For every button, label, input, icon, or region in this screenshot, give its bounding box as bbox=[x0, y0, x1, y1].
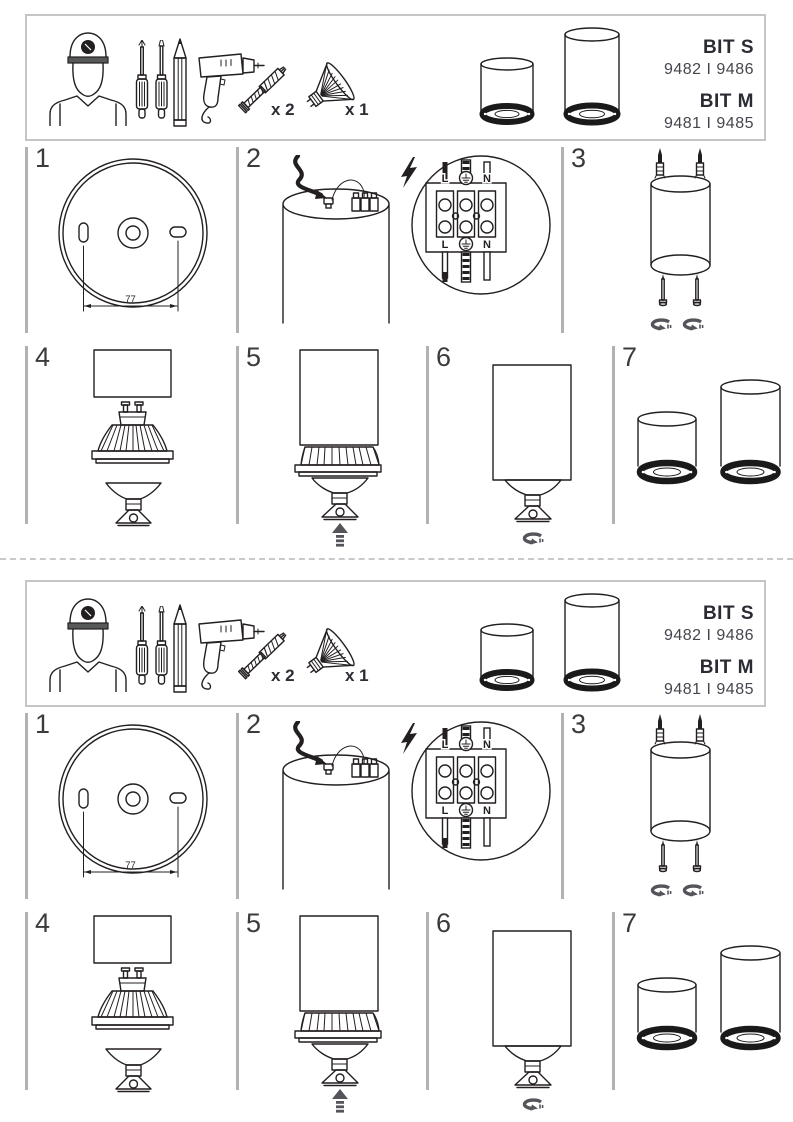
earth-icon bbox=[460, 804, 473, 817]
fixture-body bbox=[493, 931, 571, 1046]
gu10-lamp-illustration bbox=[92, 968, 173, 1029]
pencil-icon bbox=[171, 38, 189, 130]
neutral-label: N bbox=[483, 239, 491, 251]
step-6-cell bbox=[426, 908, 612, 1090]
product-name-bit-m: BIT M bbox=[699, 657, 754, 678]
rotate-icon bbox=[684, 320, 702, 330]
product-info bbox=[664, 604, 754, 698]
flat-screwdriver-icon bbox=[156, 40, 167, 118]
rotate-icon bbox=[524, 1100, 542, 1110]
lock-lamp-illustration bbox=[429, 346, 612, 551]
suction-tool-illustration bbox=[505, 480, 561, 522]
suction-tool-illustration bbox=[312, 478, 368, 520]
mounting-plate-illustration bbox=[48, 153, 218, 323]
wall-anchor-icon bbox=[655, 148, 665, 178]
rotate-icon bbox=[652, 320, 670, 330]
wall-anchor-icon bbox=[695, 148, 705, 178]
mains-cable bbox=[295, 722, 321, 761]
supplies-panel bbox=[25, 14, 766, 141]
fixture-small-finished bbox=[638, 978, 696, 1047]
finished-fixtures-illustration bbox=[615, 912, 793, 1062]
screwdriver-icons bbox=[133, 40, 171, 128]
suction-tool-illustration bbox=[312, 1044, 368, 1086]
fixture-body bbox=[493, 365, 571, 480]
push-up-arrow-icon bbox=[332, 1089, 348, 1113]
installer-icon bbox=[45, 30, 133, 126]
neutral-label: N bbox=[483, 805, 491, 817]
step-2-cell bbox=[236, 143, 561, 333]
step-number: 5 bbox=[246, 908, 262, 938]
product-info bbox=[664, 38, 754, 132]
step-number: 7 bbox=[622, 342, 638, 372]
wall-anchor-icon bbox=[655, 714, 665, 744]
fixture-box bbox=[94, 916, 171, 963]
live-label: L bbox=[441, 739, 449, 751]
wall-anchor-icon bbox=[695, 714, 705, 744]
fixture-small-preview bbox=[479, 622, 535, 692]
step-1-cell bbox=[25, 709, 236, 899]
suction-tool-illustration bbox=[505, 1046, 561, 1088]
neutral-label: N bbox=[483, 173, 491, 185]
gu10-lamp-illustration bbox=[295, 447, 381, 476]
gu10-lamp-illustration bbox=[92, 402, 173, 463]
step-number: 4 bbox=[35, 342, 51, 372]
step-5-cell bbox=[236, 908, 426, 1090]
fixture-body bbox=[300, 350, 378, 445]
step-number: 5 bbox=[246, 342, 262, 372]
fixture-large-preview bbox=[563, 26, 621, 126]
earth-icon bbox=[460, 738, 473, 751]
step-number: 2 bbox=[246, 143, 262, 173]
screw-icon bbox=[660, 274, 667, 306]
step-3-cell bbox=[561, 709, 793, 899]
electricity-warning-icon bbox=[401, 157, 417, 188]
mains-cable bbox=[295, 156, 321, 195]
mounting-plate-illustration bbox=[48, 719, 218, 889]
step-number: 7 bbox=[622, 908, 638, 938]
neutral-label: N bbox=[483, 739, 491, 751]
leaflet-copy bbox=[0, 566, 793, 1122]
earth-icon bbox=[460, 238, 473, 251]
product-name-bit-m: BIT M bbox=[699, 91, 754, 112]
push-up-arrow-icon bbox=[332, 523, 348, 547]
terminal-detail bbox=[412, 722, 550, 860]
lamp-insertion-illustration bbox=[239, 346, 426, 551]
gu10-lamp-illustration bbox=[295, 1013, 381, 1042]
product-name-bit-s: BIT S bbox=[702, 603, 754, 624]
step-number: 1 bbox=[35, 143, 51, 173]
dimension-label: 77 bbox=[125, 860, 136, 871]
step-5-cell bbox=[236, 342, 426, 524]
bulb-quantity-label: x 1 bbox=[345, 100, 369, 119]
product-name-bit-s: BIT S bbox=[702, 37, 754, 58]
terminal-detail bbox=[412, 156, 550, 294]
screw-icon bbox=[660, 840, 667, 872]
housing-mounting-illustration bbox=[564, 147, 793, 337]
fixture-large-preview bbox=[563, 592, 621, 692]
supplies-panel bbox=[25, 580, 766, 707]
terminal-columns bbox=[437, 191, 496, 237]
step-number: 2 bbox=[246, 709, 262, 739]
fixture-body bbox=[300, 916, 378, 1011]
rotate-icon bbox=[684, 886, 702, 896]
rotate-icon bbox=[652, 886, 670, 896]
terminal-block-small bbox=[352, 759, 378, 777]
rotate-icon bbox=[524, 534, 542, 544]
step-4-cell bbox=[25, 342, 236, 524]
anchor-quantity-label: x 2 bbox=[271, 666, 295, 685]
lamp-and-tool-illustration bbox=[28, 912, 236, 1112]
fixture-small-finished bbox=[638, 412, 696, 481]
anchor-quantity-label: x 2 bbox=[271, 100, 295, 119]
lock-lamp-illustration bbox=[429, 912, 612, 1117]
live-label: L bbox=[441, 805, 449, 817]
step-number: 6 bbox=[436, 342, 452, 372]
fixture-large-finished bbox=[721, 380, 780, 481]
cut-line bbox=[0, 558, 793, 560]
product-codes-bit-s: 9482 I 9486 bbox=[663, 61, 754, 78]
step-number: 3 bbox=[571, 709, 587, 739]
wiring-illustration bbox=[239, 155, 561, 331]
leaflet-copy bbox=[0, 0, 793, 556]
flat-screwdriver-icon bbox=[156, 606, 167, 684]
step-3-cell bbox=[561, 143, 793, 333]
finished-fixtures-illustration bbox=[615, 346, 793, 496]
screw-icon bbox=[694, 274, 701, 306]
fixture-small-preview bbox=[479, 56, 535, 126]
product-codes-bit-m: 9481 I 9485 bbox=[663, 681, 754, 698]
step-number: 4 bbox=[35, 908, 51, 938]
step-number: 3 bbox=[571, 143, 587, 173]
step-2-cell bbox=[236, 709, 561, 899]
step-number: 1 bbox=[35, 709, 51, 739]
phillips-screwdriver-icon bbox=[137, 40, 148, 118]
fixture-box bbox=[94, 350, 171, 397]
electricity-warning-icon bbox=[401, 723, 417, 754]
suction-tool-illustration bbox=[106, 483, 161, 526]
step-6-cell bbox=[426, 342, 612, 524]
housing-mounting-illustration bbox=[564, 713, 793, 903]
live-label: L bbox=[441, 173, 449, 185]
pencil-icon bbox=[171, 604, 189, 696]
dimension-label: 77 bbox=[125, 294, 136, 305]
lamp-insertion-illustration bbox=[239, 912, 426, 1117]
live-label: L bbox=[441, 239, 449, 251]
earth-icon bbox=[460, 172, 473, 185]
terminal-block-small bbox=[352, 193, 378, 211]
phillips-screwdriver-icon bbox=[137, 606, 148, 684]
installer-icon bbox=[45, 596, 133, 692]
step-number: 6 bbox=[436, 908, 452, 938]
lamp-and-tool-illustration bbox=[28, 346, 236, 546]
step-1-cell bbox=[25, 143, 236, 333]
step-7-cell bbox=[612, 342, 793, 524]
product-codes-bit-s: 9482 I 9486 bbox=[663, 627, 754, 644]
terminal-columns bbox=[437, 757, 496, 803]
step-7-cell bbox=[612, 908, 793, 1090]
suction-tool-illustration bbox=[106, 1049, 161, 1092]
screwdriver-icons bbox=[133, 606, 171, 694]
wiring-illustration bbox=[239, 721, 561, 897]
screw-icon bbox=[694, 840, 701, 872]
product-codes-bit-m: 9481 I 9485 bbox=[663, 115, 754, 132]
fixture-large-finished bbox=[721, 946, 780, 1047]
bulb-quantity-label: x 1 bbox=[345, 666, 369, 685]
step-4-cell bbox=[25, 908, 236, 1090]
